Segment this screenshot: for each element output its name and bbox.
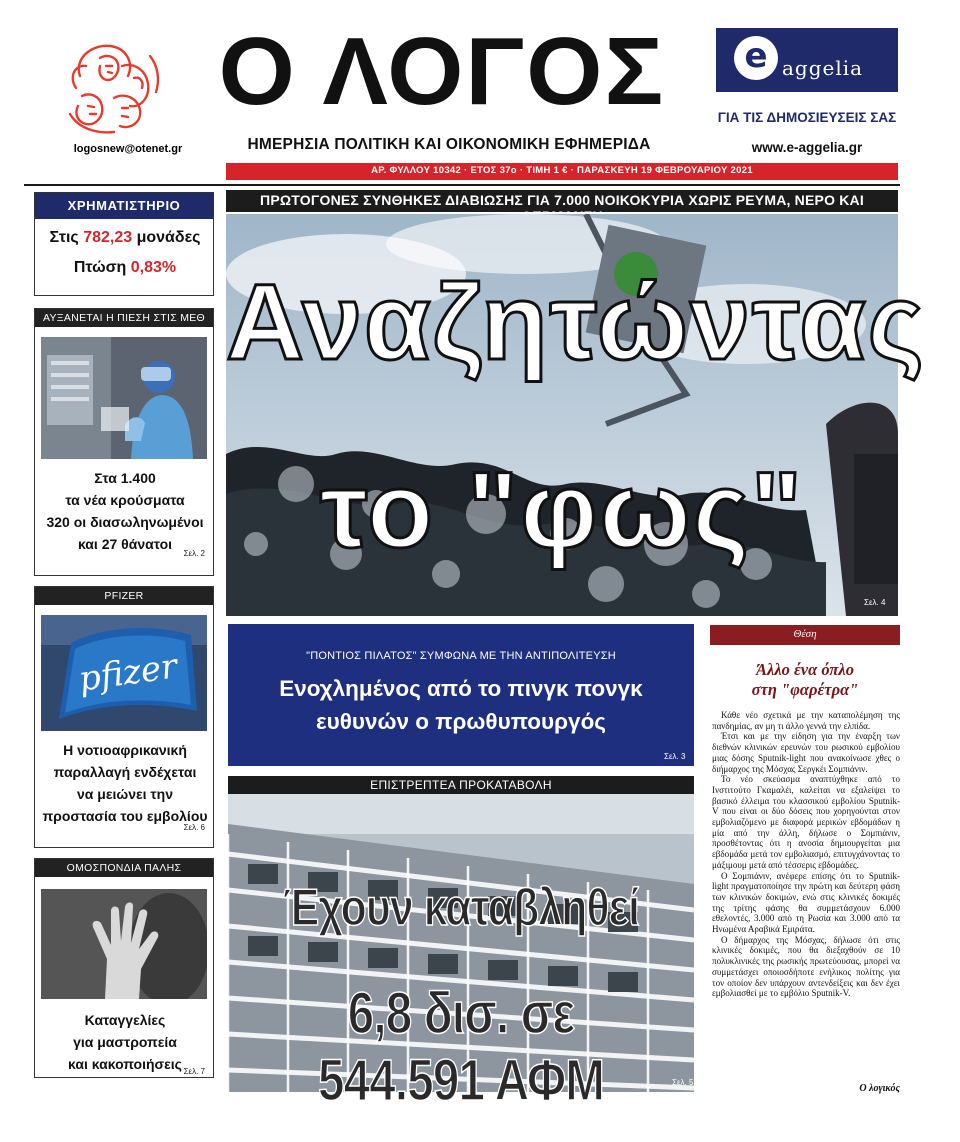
issue-info-text: ΑΡ. ΦΥΛΛΟΥ 10342 · ΕΤΟΣ 37ο · ΤΙΜΗ 1 € · ΠΑΡΑΣΚΕΥΗ 19 ΦΕΒΡΟΥΑΡΙΟΥ 2021: [371, 165, 753, 176]
eaggelia-logo-word: aggelia: [782, 56, 864, 80]
sidebar-story-pfizer[interactable]: [34, 586, 214, 848]
icu-nurse-photo: [41, 337, 207, 459]
ad-url[interactable]: www.e-aggelia.gr: [751, 140, 863, 155]
main-headline-line2[interactable]: το "φως": [319, 449, 805, 570]
editorial-body: [712, 710, 900, 999]
stock-change-value: 0,83%: [130, 259, 177, 276]
editorial-signature: Ο λογικός: [859, 1083, 900, 1094]
editorial-paragraph: Έτσι και με την είδηση για την έναρξη των διεθνών κλινικών ερευνών του ρωσικού εμβολίου μιας δόσης Sputnik-light που ανακοίνωσε χθες ο διήμαρχος της Μόσχας Σεργκέι Σομπιάνιν.: [712, 731, 900, 774]
newspaper-subtitle: ΗΜΕΡΗΣΙΑ ΠΟΛΙΤΙΚΗ ΚΑΙ ΟΙΚΟΝΟΜΙΚΗ ΕΦΗΜΕΡΙΔΑ: [247, 136, 651, 153]
raised-hand-photo: [41, 889, 207, 999]
faces-logo-icon: [60, 36, 172, 136]
pfizer-sign-text: pfizer: [76, 646, 180, 700]
main-story-kicker: ΠΡΩΤΟΓΟΝΕΣ ΣΥΝΘΗΚΕΣ ΔΙΑΒΙΩΣΗΣ ΓΙΑ 7.000 ΝΟΙΚΟΚΥΡΙΑ ΧΩΡΙΣ ΡΕΥΜΑ, ΝΕΡΟ ΚΑΙ: [260, 192, 864, 208]
politics-story-kicker: "ΠΟΝΤΙΟΣ ΠΙΛΑΤΟΣ" ΣΥΜΦΩΝΑ ΜΕ ΤΗΝ ΑΝΤΙΠΟΛΙΤΕΥΣΗ: [306, 650, 616, 662]
page-reference[interactable]: Σελ. 4: [864, 598, 886, 607]
main-headline-line1[interactable]: Αναζητώντας: [226, 261, 926, 382]
stock-market-box: [34, 192, 214, 296]
page-reference[interactable]: Σελ. 5: [672, 1078, 694, 1087]
pfizer-sign-photo: [41, 615, 207, 731]
editorial-paragraph: Το νέο σκεύασμα αναπτύχθηκε από το Ινστιτούτο Γκαμαλέι, καλείται να εξαλείψει το βασικό έλλειμα του κλασσικού εμβολίου Sputnik-V που είναι οι δύο δόσεις που χορηγούνται στον εμβολιαζόμενο με διαφορά μερικών εβδομάδων η μία από την άλλη, δήλωσε ο Σομπιάνιν, προσθέτοντας ότι η ανοσία δημιουργείται μια εβδομάδα μετά τον εμβολιασμό, επιτυγχάνοντας το μάξιμουμ μετά από τέσσερις εβδομάδες.: [712, 774, 900, 870]
sidebar-story-icu[interactable]: [34, 308, 214, 576]
editorial-paragraph: Ο Σομπιάνιν, ανέφερε επίσης ότι το Sputnik-light πραγματοποίησε την πρώτη και δεύτερη φάση των κλινικών δοκιμών, ενώ στις κλινικές δοκιμές της τρίτης φάσης θα συμμετάσχουν 6.000 εθελοντές, 3.000 από τη Ρωσία και 3.000 από τα Ηνωμένα Αραβικά Εμιράτα.: [712, 870, 900, 935]
page-reference[interactable]: Σελ. 7: [183, 1067, 205, 1076]
sidebar-story-header: PFIZER: [35, 587, 213, 605]
eaggelia-logo-letter: e: [734, 36, 778, 80]
sidebar-story-wrestling[interactable]: [34, 858, 214, 1078]
stock-market-header: ΧΡΗΜΑΤΙΣΤΗΡΙΟ: [35, 193, 213, 219]
sidebar-story-text: Η νοτιοαφρικανική παραλλαγή ενδέχεται να μειώνει την προστασία του εμβολίου: [42, 742, 208, 824]
ad-tagline: ΓΙΑ ΤΙΣ ΔΗΜΟΣΙΕΥΣΕΙΣ ΣΑΣ: [717, 110, 897, 125]
sidebar-story-header: ΑΥΞΑΝΕΤΑΙ Η ΠΙΕΣΗ ΣΤΙΣ ΜΕΘ: [35, 309, 213, 327]
stock-index-line: Στις 782,23 μονάδες: [49, 229, 201, 246]
masthead-divider: [24, 184, 900, 186]
finance-story-kicker: ΕΠΙΣΤΡΕΠΤΕΑ ΠΡΟΚΑΤΑΒΟΛΗ: [370, 778, 552, 792]
editorial-paragraph: Κάθε νέο σχετικά με την καταπολέμηση της πανδημίας, αν μη τι άλλο γεννά την ελπίδα.: [712, 710, 900, 731]
page-reference[interactable]: Σελ. 3: [664, 752, 686, 761]
editorial-label: Θέση: [793, 628, 817, 640]
sidebar-story-text: Καταγγελίες για μαστροπεία και κακοποιήσεις: [68, 1012, 182, 1072]
page-reference[interactable]: Σελ. 2: [183, 549, 205, 558]
editorial-paragraph: Ο δήμαρχος της Μόσχας, δήλωσε ότι στις κλινικές δοκιμές, που θα διεξαχθούν σε 10 πολυκλινικές της ρωσικής πρωτεύουσας, μπορεί να συμμετάσχει οποιοσδήποτε ενήλικος πολίτης για τον οποίον δεν υπάρχουν αντενδείξεις και δεν έχει εμβολιασθεί με το εμβόλιο Sputnik-V.: [712, 934, 900, 999]
finance-headline-line1[interactable]: Έχουν καταβληθεί: [282, 879, 640, 937]
page-reference[interactable]: Σελ. 6: [183, 823, 205, 832]
finance-headline-line2[interactable]: 6,8 δισ. σε 544.591 ΑΦΜ: [317, 981, 605, 1113]
sidebar-story-header: ΟΜΟΣΠΟΝΔΙΑ ΠΑΛΗΣ: [35, 859, 213, 877]
newspaper-title: Ο ΛΟΓΟΣ: [218, 18, 666, 125]
politics-story-headline[interactable]: Ενοχλημένος από το πινγκ πονγκ ευθυνών ο πρωθυπουργός: [279, 676, 643, 734]
stock-change-line: Πτώση 0,83%: [73, 259, 177, 276]
sidebar-story-text: Στα 1.400 τα νέα κρούσματα 320 οι διασωληνωμένοι και 27 θάνατοι: [46, 470, 204, 552]
masthead-email[interactable]: logosnew@otenet.gr: [73, 143, 183, 155]
editorial-title[interactable]: Άλλο ένα όπλο στη "φαρέτρα": [751, 660, 859, 699]
stock-index-value: 782,23: [83, 229, 133, 246]
